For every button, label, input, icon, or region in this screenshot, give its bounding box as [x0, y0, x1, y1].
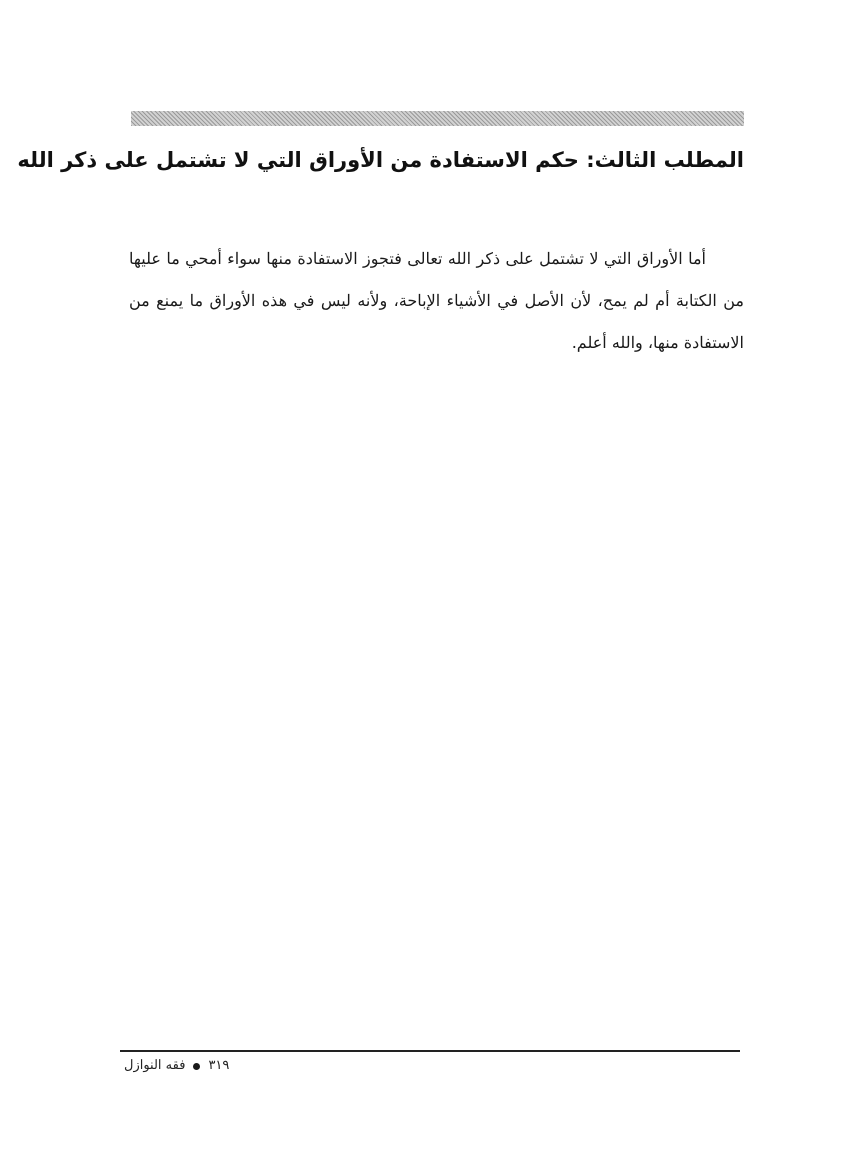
decorative-header-band: [131, 111, 744, 126]
bullet-icon: [193, 1063, 200, 1070]
body-text: [129, 238, 744, 364]
body-paragraph: أما الأوراق التي لا تشتمل على ذكر الله تعالى فتجوز الاستفادة منها سواء أمحي ما عليها من الكتابة أم لم يمح، لأن الأصل في الأشياء الإباحة، ولأنه ليس في هذه الأوراق ما يمنع من الاستفادة منها، والله أعلم.: [129, 249, 744, 352]
page-number: ٣١٩: [208, 1058, 230, 1073]
footer-book-title: فقه النوازل: [124, 1058, 186, 1073]
footer-rule: [120, 1050, 740, 1052]
page-footer: [124, 1054, 229, 1078]
section-heading: المطلب الثالث: حكم الاستفادة من الأوراق التي لا تشتمل على ذكر الله: [17, 148, 744, 172]
